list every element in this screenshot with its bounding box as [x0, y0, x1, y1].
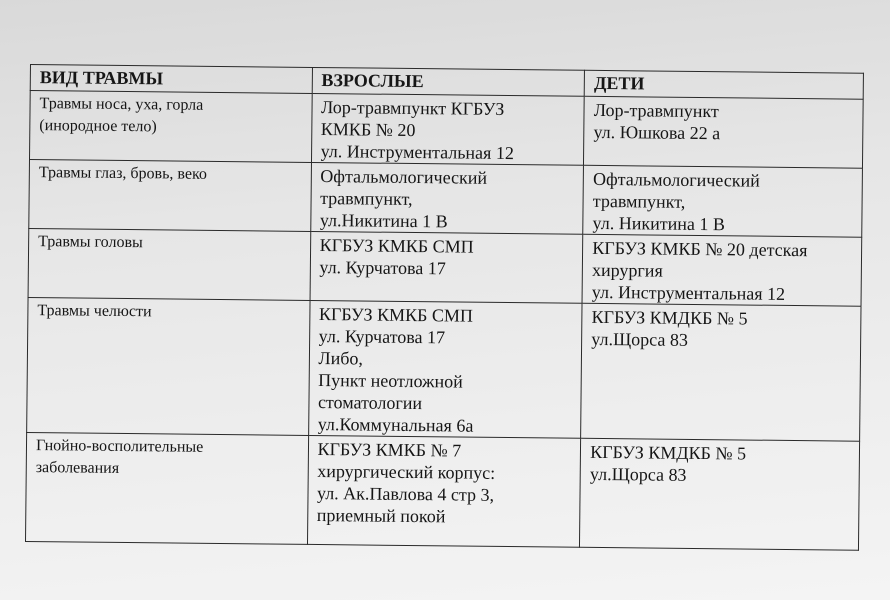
adults-cell [311, 93, 584, 165]
cell-line: Травмы носа, уха, горла [39, 95, 204, 114]
injury-type-cell [27, 297, 310, 435]
cell-line: Гнойно-восполительные [35, 437, 204, 456]
cell-line: КГБУЗ КМКБ № 7 [317, 439, 462, 461]
adults-cell [308, 300, 582, 438]
injury-type-cell [25, 432, 308, 544]
table-row [28, 228, 862, 306]
cell-line: ул.Коммунальная 6а [317, 414, 474, 436]
header-adults: ВЗРОСЛЫЕ [312, 67, 585, 96]
table-row [27, 297, 861, 441]
cell-line: травмпункт, [320, 188, 413, 210]
cell-line: ул. Ак.Павлова 4 стр 3, [316, 483, 495, 505]
cell-line: (инородное тело) [39, 117, 157, 136]
injury-type-cell [29, 160, 311, 232]
adults-cell [307, 435, 581, 547]
cell-line: ул. Курчатова 17 [318, 326, 446, 348]
injury-type-cell [28, 228, 310, 300]
cell-line: КГБУЗ КМКБ СМП [319, 235, 474, 257]
cell-line: Офтальмологический [320, 166, 488, 188]
cell-line: Травмы челюсти [37, 302, 152, 321]
header-children: ДЕТИ [584, 70, 863, 99]
cell-line: Лор-травмпункт [593, 99, 719, 122]
cell-line: Офтальмологический [592, 168, 760, 191]
cell-line: заболевания [35, 459, 120, 477]
cell-line: ул. Курчатова 17 [319, 257, 446, 279]
cell-line: Либо, [318, 348, 364, 369]
cell-line: стоматологии [317, 392, 423, 414]
cell-line: ул. Инструментальная 12 [320, 141, 514, 164]
table-row [25, 432, 859, 550]
children-cell [584, 96, 863, 168]
cell-line: ул. Юшкова 22 а [593, 121, 721, 144]
children-cell [583, 165, 862, 237]
children-cell [582, 234, 861, 306]
cell-line: Травмы глаз, бровь, веко [38, 164, 208, 183]
cell-line: травмпункт, [592, 190, 686, 212]
cell-line: КМКБ № 20 [320, 119, 416, 141]
header-injury-type: ВИД ТРАВМЫ [30, 65, 312, 94]
cell-line: приемный покой [316, 505, 446, 527]
cell-line: ул.Щорса 83 [591, 328, 689, 350]
cell-line: Пункт неотложной [318, 370, 463, 392]
table-row [29, 160, 863, 238]
cell-line: КГБУЗ КМДКБ № 5 [591, 306, 748, 329]
adults-cell [310, 162, 583, 234]
cell-line: хирургия [591, 259, 663, 281]
injury-referral-table [25, 64, 864, 551]
cell-line: хирургический корпус: [317, 461, 496, 483]
table-row [29, 91, 863, 169]
injury-type-cell [29, 91, 311, 163]
cell-line: КГБУЗ КМКБ № 20 детская [592, 237, 808, 261]
cell-line: ул.Щорса 83 [589, 463, 687, 485]
cell-line: Лор-травмпункт КГБУЗ [320, 97, 505, 119]
children-cell [580, 438, 860, 550]
cell-line: Травмы головы [38, 233, 143, 252]
adults-cell [310, 231, 583, 303]
cell-line: ул. Инструментальная 12 [591, 281, 786, 304]
children-cell [581, 303, 861, 441]
cell-line: ул. Никитина 1 В [592, 212, 726, 235]
cell-line: ул.Никитина 1 В [319, 210, 448, 232]
cell-line: КГБУЗ КМДКБ № 5 [590, 441, 747, 464]
cell-line: КГБУЗ КМКБ СМП [318, 304, 474, 326]
